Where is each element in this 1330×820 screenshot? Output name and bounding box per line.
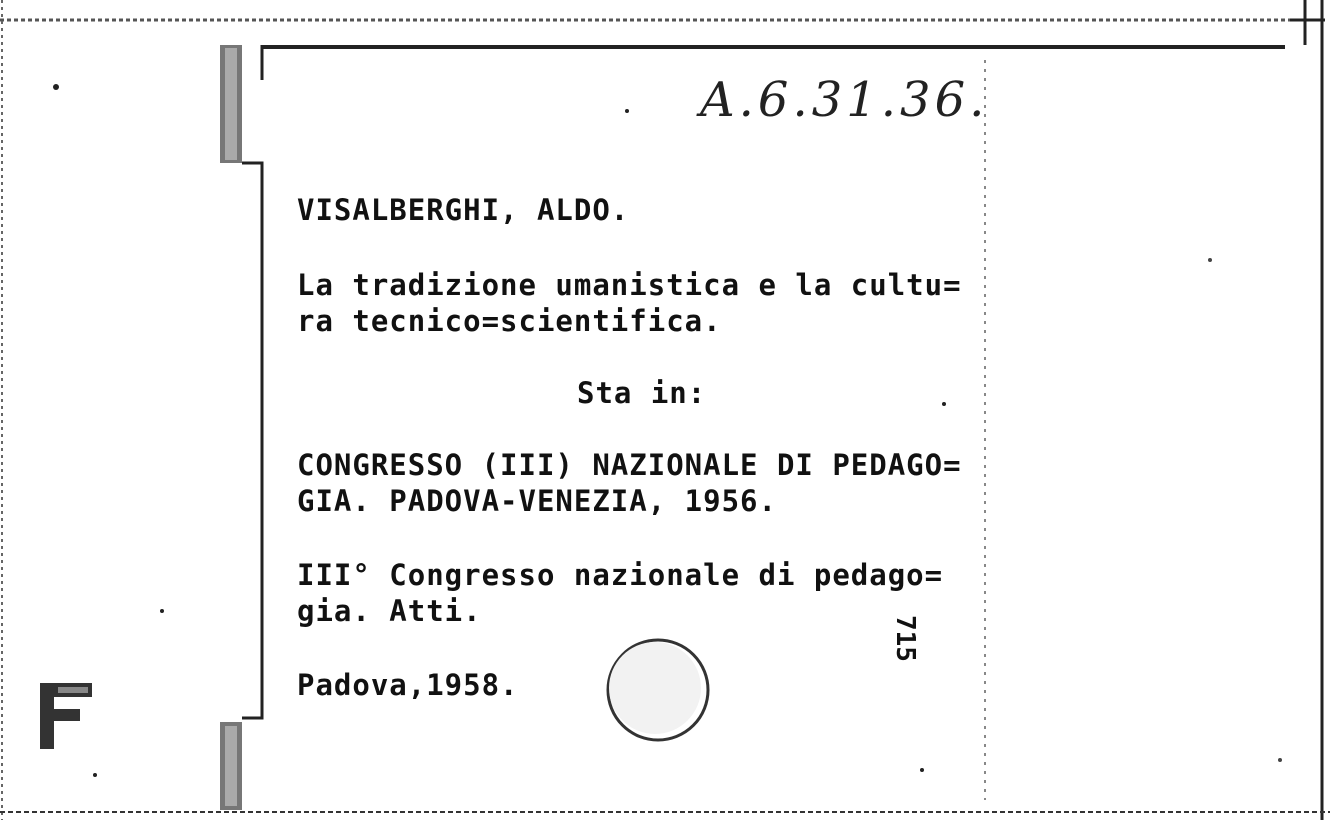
proceedings-line-1: III° Congresso nazionale di pedago=: [297, 558, 944, 592]
title-line-1: La tradizione umanistica e la cultu=: [297, 268, 962, 302]
author-name: VISALBERGHI, ALDO.: [297, 193, 630, 227]
imprint: Padova,1958.: [297, 668, 519, 702]
shelfmark: A.6.31.36.: [700, 72, 989, 128]
title-line-2: ra tecnico=scientifica.: [297, 304, 722, 338]
f-logo-icon: [40, 683, 92, 749]
extract-note: Sta in:: [577, 376, 707, 410]
proceedings-line-2: gia. Atti.: [297, 594, 482, 628]
congress-line-1: CONGRESSO (III) NAZIONALE DI PEDAGO=: [297, 448, 962, 482]
side-number: 715: [890, 615, 920, 662]
congress-line-2: GIA. PADOVA-VENEZIA, 1956.: [297, 484, 777, 518]
